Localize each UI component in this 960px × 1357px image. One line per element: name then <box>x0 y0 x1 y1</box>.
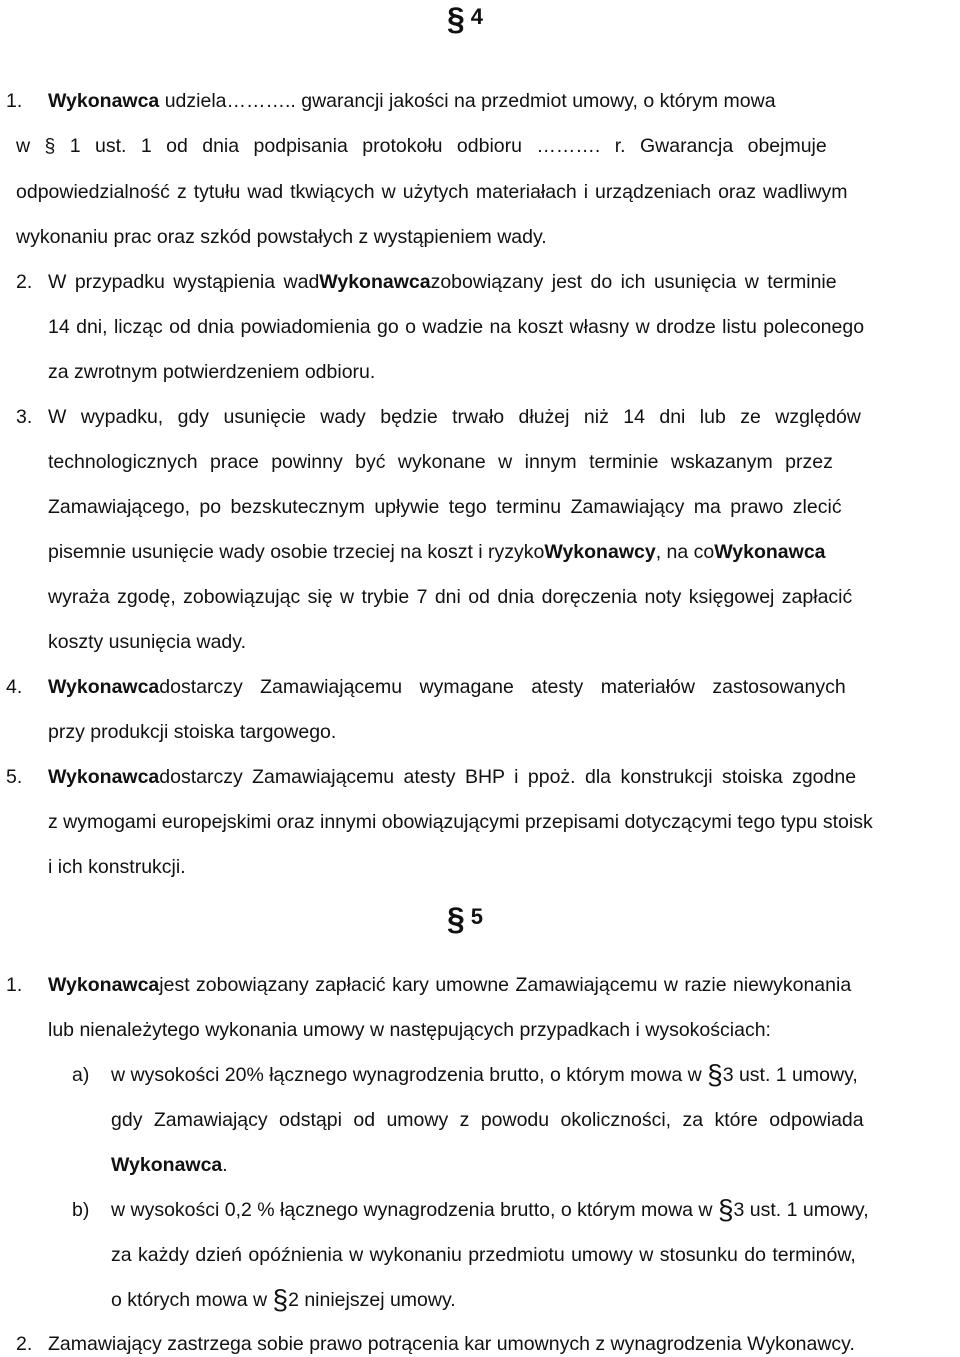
paragraph-line: przy produkcji stoiska targowego. <box>48 721 337 743</box>
text-span: w wysokości 0,2 % łącznego wynagrodzenia brutto, o którym mowa w <box>111 1199 713 1221</box>
list-number: 1. <box>6 974 23 996</box>
paragraph-line: Zamawiający zastrzega sobie prawo potrącenia kar umownych z wynagrodzenia Wykonawcy. <box>48 1333 855 1355</box>
section-heading-5 <box>447 901 484 937</box>
text-span: 2 niniejszej umowy. <box>288 1289 456 1311</box>
section-number: 4 <box>470 4 484 29</box>
list-number: 2. <box>16 1333 33 1355</box>
paragraph-line: za zwrotnym potwierdzeniem odbioru. <box>48 361 376 383</box>
paragraph-line: koszty usunięcia wady. <box>48 631 246 653</box>
party-name: Wykonawca <box>48 766 160 788</box>
paragraph-line <box>48 675 956 699</box>
paragraph-line <box>111 1284 956 1315</box>
text-span: pisemnie usunięcie wady osobie trzeciej na koszt i ryzyko <box>48 541 545 563</box>
paragraph-line: lub nienależytego wykonania umowy w następujących przypadkach i wysokościach: <box>48 1019 771 1041</box>
party-name: Wykonawca <box>48 676 160 698</box>
paragraph-line <box>111 1194 956 1225</box>
text-span: dostarczy Zamawiającemu atesty BHP i ppoż. dla konstrukcji stoiska zgodne <box>159 766 857 788</box>
list-number: 1. <box>6 90 23 112</box>
paragraph-line: technologicznych prace powinny być wykonane w innym terminie wskazanym przez <box>48 451 833 473</box>
party-name: Wykonawca <box>48 90 160 112</box>
list-letter: a) <box>72 1064 90 1086</box>
text-span: udziela……….. gwarancji jakości na przedmiot umowy, o którym mowa <box>159 90 776 112</box>
text-span: w wysokości 20% łącznego wynagrodzenia brutto, o którym mowa w <box>111 1064 702 1086</box>
paragraph-line <box>48 765 956 789</box>
paragraph-line: gdy Zamawiający odstąpi od umowy z powodu okoliczności, za które odpowiada <box>111 1109 864 1131</box>
section-heading-4 <box>447 1 484 37</box>
list-number: 4. <box>6 676 23 698</box>
list-number: 2. <box>16 271 33 293</box>
paragraph-line <box>48 89 956 113</box>
section-symbol: § <box>707 1059 723 1090</box>
list-number: 3. <box>16 406 33 428</box>
paragraph-line: 14 dni, licząc od dnia powiadomienia go o wadzie na koszt własny w drodze listu poleconego <box>48 316 865 338</box>
paragraph-line: W wypadku, gdy usunięcie wady będzie trwało dłużej niż 14 dni lub ze względów <box>48 406 861 428</box>
text-span: jest zobowiązany zapłacić kary umowne Zamawiającemu w razie niewykonania <box>159 974 852 996</box>
party-name: Wykonawca <box>319 271 431 293</box>
paragraph-line <box>111 1059 956 1090</box>
party-name: Wykonawcy <box>544 541 656 563</box>
party-name: Wykonawca <box>111 1154 223 1176</box>
party-name: Wykonawca <box>714 541 826 563</box>
section-symbol: § <box>717 1194 734 1225</box>
paragraph-line: w § 1 ust. 1 od dnia podpisania protokołu odbioru ………. r. Gwarancja obejmuje <box>16 135 827 157</box>
paragraph-line: z wymogami europejskimi oraz innymi obowiązującymi przepisami dotyczącymi tego typu stoisk <box>48 811 873 833</box>
section-symbol: § <box>447 901 465 937</box>
paragraph-line: za każdy dzień opóźnienia w wykonaniu przedmiotu umowy w stosunku do terminów, <box>111 1244 856 1266</box>
text-span: . <box>222 1154 228 1176</box>
text-span: 3 ust. 1 umowy, <box>722 1064 858 1086</box>
paragraph-line: i ich konstrukcji. <box>48 856 186 878</box>
list-letter: b) <box>72 1199 90 1221</box>
paragraph-line: wyraża zgodę, zobowiązując się w trybie 7 dni od dnia doręczenia noty księgowej zapłacić <box>48 586 853 608</box>
section-number: 5 <box>470 904 484 929</box>
paragraph-line: odpowiedzialność z tytułu wad tkwiących w użytych materiałach i urządzeniach oraz wadliwym <box>16 181 848 203</box>
text-span: W przypadku wystąpienia wad <box>48 271 320 293</box>
paragraph-line: Zamawiającego, po bezskutecznym upływie tego terminu Zamawiający ma prawo zlecić <box>48 496 842 518</box>
paragraph-line <box>111 1153 956 1177</box>
section-symbol: § <box>447 1 465 37</box>
text-span: o których mowa w <box>111 1289 268 1311</box>
paragraph-line <box>48 540 956 564</box>
text-span: dostarczy Zamawiającemu wymagane atesty materiałów zastosowanych <box>159 676 846 698</box>
list-number: 5. <box>6 766 23 788</box>
text-span: 3 ust. 1 umowy, <box>733 1199 869 1221</box>
paragraph-line <box>48 973 956 997</box>
paragraph-line: wykonaniu prac oraz szkód powstałych z wystąpieniem wady. <box>16 226 547 248</box>
section-symbol: § <box>272 1284 289 1315</box>
party-name: Wykonawca <box>48 974 160 996</box>
text-span: , na co <box>655 541 715 563</box>
paragraph-line <box>48 270 956 294</box>
text-span: zobowiązany jest do ich usunięcia w terminie <box>430 271 837 293</box>
